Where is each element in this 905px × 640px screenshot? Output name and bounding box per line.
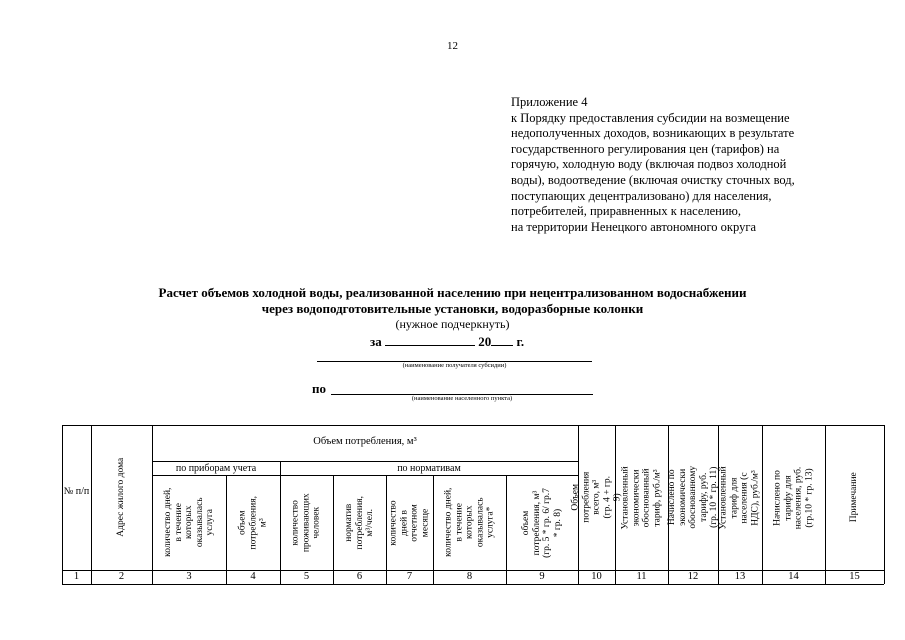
group-header-meters: по приборам учета [175,463,257,474]
table-line [152,461,578,462]
column-header-volume-meter: объем потребления, м³ [237,495,269,550]
column-header-address: Адрес жилого дома [116,458,127,537]
year-blank-field[interactable] [491,333,513,346]
document-title-line-2: через водоподготовительные установки, водоразборные колонки [261,301,644,316]
table-border-bottom [62,584,884,585]
column-header-charged-economic: Начислено по экономически обоснованному тарифу, руб. (гр. 10 * гр. 11) [666,466,719,529]
table-border-right [884,425,885,584]
column-header-number: № п/п [63,486,90,497]
column-number: 10 [591,571,602,582]
appendix-line: воды), водоотведение (включая очистку сточных вод, [511,172,795,187]
column-header-days-norm: количество дней, в течение которых оказывалась услуга* [443,487,496,558]
column-header-days-meter: количество дней, в течение которых оказывалась услуга [162,487,215,558]
recipient-caption: (наименование получателя субсидии) [402,362,507,369]
appendix-block [511,95,871,235]
appendix-line: потребителей, приравненных к населению, [511,204,742,219]
appendix-line: поступающих децентрализовано) для населения, [511,188,772,203]
settlement-label: по [312,381,326,396]
period-prefix: за [370,334,382,349]
group-header-consumption: Объем потребления, м³ [313,436,417,447]
column-number: 9 [539,571,545,582]
column-header-residents: количество проживающих человек [290,493,322,552]
column-number: 13 [734,571,746,582]
column-number: 6 [356,571,363,582]
appendix-line: к Порядку предоставления субсидии на возмещение [511,110,790,125]
period-blank-field[interactable] [385,333,475,346]
column-header-charged-population: Начислено по тарифу для населения, руб. (гр.10 * гр. 13) [772,466,814,529]
column-number: 7 [406,571,413,582]
column-header-days-month: количество дней в отчетном месяце [388,499,430,546]
column-header-economic-tariff: Установленный экономически обоснованный тариф, руб./м³ [620,465,663,530]
appendix-line: недополученных доходов, возникающих в результате [511,126,795,141]
column-header-volume-norm: объем потребления, м³ (гр. 5 * гр. 6/ гр.7 * гр. 8) [521,487,563,558]
column-number: 14 [788,571,799,582]
appendix-line: Приложение 4 [511,95,588,109]
column-header-note: Примечание [849,472,860,523]
appendix-line: горячую, холодную воду (включая подвоз холодной [511,157,787,172]
column-number: 12 [687,571,699,582]
column-number: 8 [466,571,473,582]
document-title-line-1: Расчет объемов холодной воды, реализованной населению при нецентрализованном водоснабжении [158,285,747,300]
column-number: 2 [118,571,125,582]
period-year: 20 [478,334,492,349]
column-number: 11 [636,571,647,582]
period-suffix: г. [516,334,525,349]
column-number: 5 [303,571,310,582]
page-number: 12 [447,40,458,52]
column-header-population-tariff: Установленный тариф для населения (с НДС), руб./м³ [719,465,761,530]
column-header-total-volume: Объем потребления всего, м³ (гр. 4 + гр. 9) [570,471,623,524]
column-number: 15 [849,571,860,582]
table-border-left [62,425,63,584]
appendix-line: на территории Ненецкого автономного округа [511,219,757,234]
appendix-line: государственного регулирования цен (тарифов) на [511,141,780,156]
group-header-norms: по нормативам [397,463,461,474]
column-header-norm: норматив потребления, м³/чел. [343,495,375,550]
underline-note: (нужное подчеркнуть) [395,317,510,331]
settlement-caption: (наименование населенного пункта) [411,395,513,402]
column-number: 4 [250,571,256,582]
column-number: 3 [186,571,192,582]
column-number: 1 [73,571,80,582]
period-line [370,333,524,350]
